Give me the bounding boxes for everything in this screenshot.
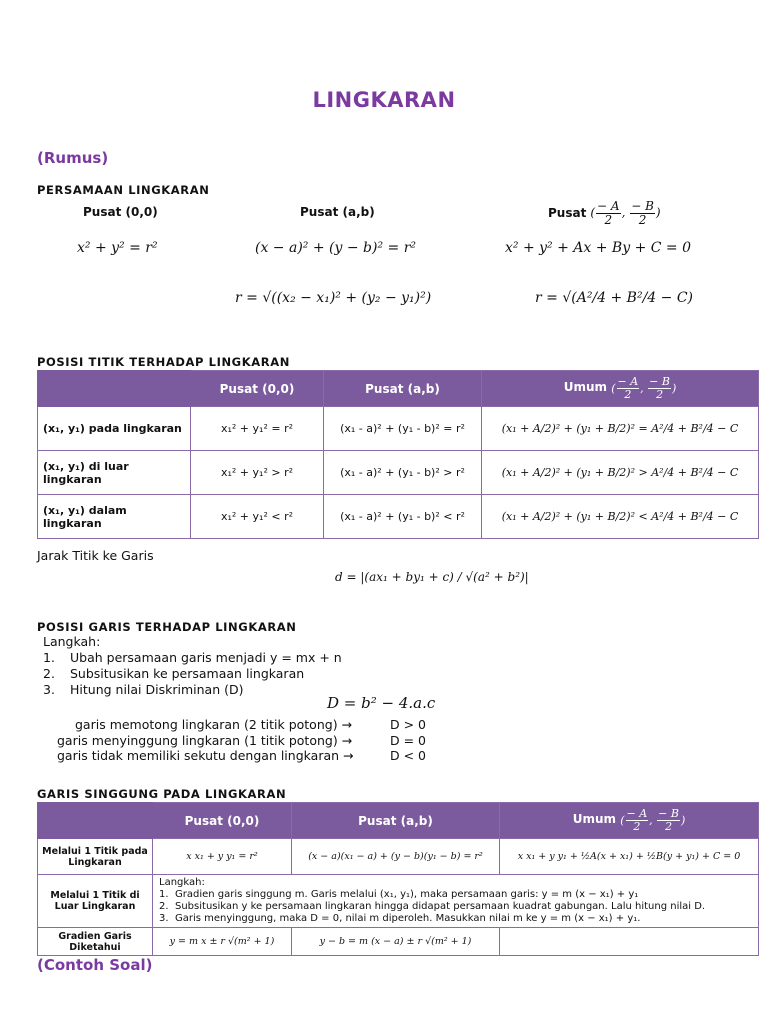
persamaan-col2: Pusat (a,b)	[300, 205, 375, 219]
table-row	[38, 495, 759, 539]
posisi-titik-heading: POSISI TITIK TERHADAP LINGKARAN	[37, 355, 290, 369]
radius-formula-2: r = √(A²/4 + B²/4 − C)	[535, 290, 694, 306]
header-umum-label: Umum	[563, 380, 608, 395]
case-cond: D = 0	[390, 733, 426, 748]
row-cell: (x₁ - a)² + (y₁ - b)² = r²	[324, 407, 482, 451]
table-row	[38, 928, 759, 956]
posisi-titik-header	[38, 371, 759, 407]
row-cell: x₁² + y₁² = r²	[191, 407, 324, 451]
row-cell: y − b = m (x − a) ± r √(m² + 1)	[292, 928, 500, 956]
list-item: 3. Garis menyinggung, maka D = 0, nilai m diperoleh. Masukkan nilai m ke y = m (x − x₁) + y₁.	[159, 913, 641, 924]
singgung-table	[37, 802, 759, 956]
row-cell-steps	[153, 875, 759, 928]
list-item: 1. Gradien garis singgung m. Garis melalui (x₁, y₁), maka persamaan garis: y = m (x − x₁) + y₁	[159, 889, 639, 900]
section-contoh-soal: (Contoh Soal)	[37, 956, 153, 974]
persamaan-heading: PERSAMAAN LINGKARAN	[37, 183, 210, 197]
persamaan-col3-prefix: Pusat	[548, 206, 587, 221]
discriminant-formula: D = b² − 4.a.c	[327, 694, 436, 712]
page-title: LINGKARAN	[312, 88, 456, 112]
table-row	[38, 407, 759, 451]
row-label: (x₁, y₁) di luar lingkaran	[38, 451, 191, 495]
header-umum: Umum ( $\frac{- A}{2}$ , $\frac{- B}{2}$ )	[500, 803, 759, 839]
case-text: garis tidak memiliki sekutu dengan lingkaran →	[57, 748, 354, 763]
row-cell-empty	[500, 928, 759, 956]
table-row	[38, 451, 759, 495]
list-item: 1. Ubah persamaan garis menjadi y = mx + n	[43, 650, 342, 665]
row-cell: (x₁ + A/2)² + (y₁ + B/2)² > A²/4 + B²/4 − C	[482, 451, 759, 495]
singgung-heading: GARIS SINGGUNG PADA LINGKARAN	[37, 787, 287, 801]
row-cell: (x₁ + A/2)² + (y₁ + B/2)² = A²/4 + B²/4 − C	[482, 407, 759, 451]
eq-pusat-ab: (x − a)² + (y − b)² = r²	[255, 240, 417, 256]
langkah-label: Langkah:	[43, 634, 101, 649]
case-text: garis menyinggung lingkaran (1 titik potong) →	[57, 733, 353, 748]
header-umum: Umum ( $\frac{- A}{2}$ , $\frac{- B}{2}$ )	[482, 371, 759, 407]
radius-formula-1: r = √((x₂ − x₁)² + (y₂ − y₁)²)	[235, 290, 432, 306]
section-rumus: (Rumus)	[37, 149, 109, 167]
row-cell: x x₁ + y y₁ + ½A(x + x₁) + ½B(y + y₁) + C = 0	[500, 839, 759, 875]
header-pusat-ab: Pusat (a,b)	[292, 803, 500, 839]
list-item: 2. Subsitusikan y ke persamaan lingkaran hingga didapat persamaan kuadrat gabungan. Lalu hitung nilai D.	[159, 901, 706, 912]
posisi-titik-table	[37, 370, 759, 539]
table-row	[38, 839, 759, 875]
header-umum-label: Umum	[572, 812, 617, 827]
posisi-garis-heading: POSISI GARIS TERHADAP LINGKARAN	[37, 620, 297, 634]
singgung-header	[38, 803, 759, 839]
row-label: Melalui 1 Titik pada Lingkaran	[38, 839, 153, 875]
case-cond: D > 0	[390, 717, 426, 732]
row-cell: x x₁ + y y₁ = r²	[153, 839, 292, 875]
row-cell: (x₁ - a)² + (y₁ - b)² < r²	[324, 495, 482, 539]
row-cell: (x − a)(x₁ − a) + (y − b)(y₁ − b) = r²	[292, 839, 500, 875]
row-label: Gradien Garis Diketahui	[38, 928, 153, 956]
row-label: (x₁, y₁) pada lingkaran	[38, 407, 191, 451]
row-cell: y = m x ± r √(m² + 1)	[153, 928, 292, 956]
row-cell: (x₁ + A/2)² + (y₁ + B/2)² < A²/4 + B²/4 − C	[482, 495, 759, 539]
header-pusat-00: Pusat (0,0)	[191, 371, 324, 407]
row-label: (x₁, y₁) dalam lingkaran	[38, 495, 191, 539]
header-pusat-00: Pusat (0,0)	[153, 803, 292, 839]
langkah-list	[43, 650, 342, 698]
row-cell: x₁² + y₁² < r²	[191, 495, 324, 539]
case-text: garis memotong lingkaran (2 titik potong) →	[75, 717, 353, 732]
list-item: 2. Subsitusikan ke persamaan lingkaran	[43, 666, 305, 681]
list-item: 3. Hitung nilai Diskriminan (D)	[43, 682, 244, 697]
row-label: Melalui 1 Titik di Luar Lingkaran	[38, 875, 153, 928]
langkah-label: Langkah:	[159, 877, 205, 888]
row-cell: x₁² + y₁² > r²	[191, 451, 324, 495]
header-blank	[38, 803, 153, 839]
jarak-label: Jarak Titik ke Garis	[37, 548, 154, 563]
header-blank	[38, 371, 191, 407]
row-cell: (x₁ - a)² + (y₁ - b)² > r²	[324, 451, 482, 495]
jarak-formula: d = |(ax₁ + by₁ + c) / √(a² + b²)|	[335, 570, 529, 584]
eq-pusat-00: x² + y² = r²	[77, 240, 158, 256]
persamaan-col1: Pusat (0,0)	[83, 205, 158, 219]
header-pusat-ab: Pusat (a,b)	[324, 371, 482, 407]
case-cond: D < 0	[390, 748, 426, 763]
table-row	[38, 875, 759, 928]
persamaan-col3: Pusat ( $\frac{- A}{2}$ , $\frac{- B}{2}$ )	[548, 199, 661, 227]
eq-umum: x² + y² + Ax + By + C = 0	[505, 240, 692, 256]
